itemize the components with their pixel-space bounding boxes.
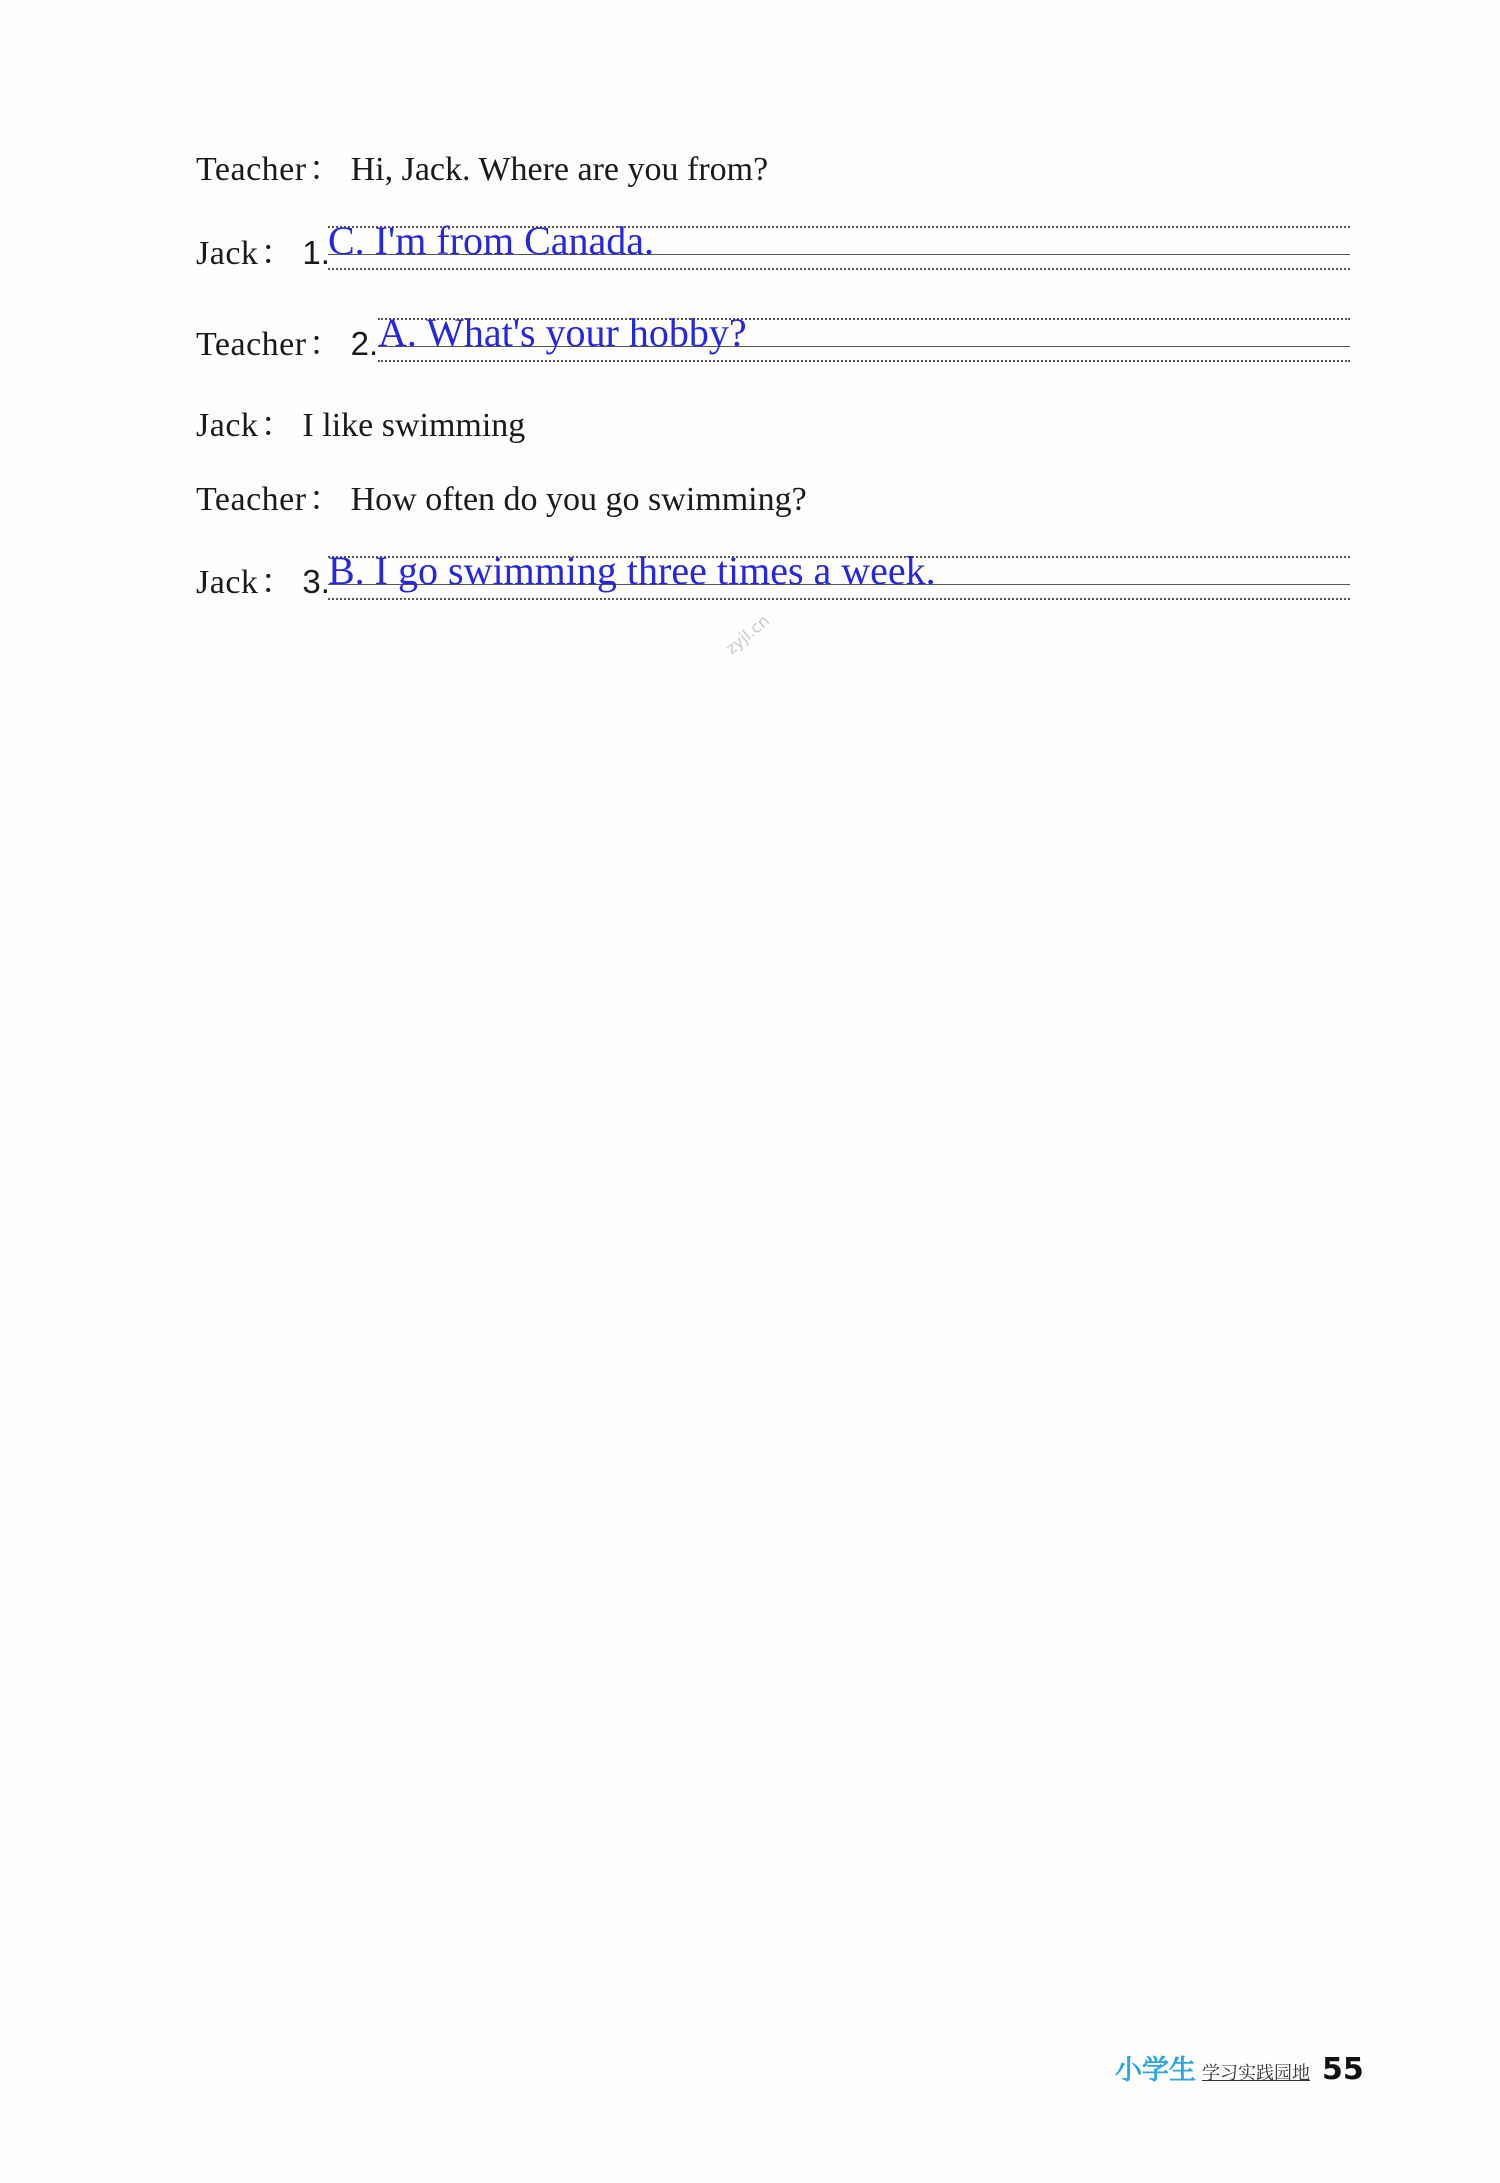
speaker-label: Jack [196,235,259,272]
page-number: 55 [1322,2052,1364,2087]
line-text: How often do you go swimming? [350,481,807,518]
colon: ： [260,407,295,444]
dialogue-line-6 [196,562,340,603]
question-number: 3. [302,563,330,600]
speaker-label: Teacher [196,326,307,363]
watermark: zyjl.cn [721,610,773,659]
answer-field-1[interactable] [328,220,1350,270]
colon: ： [308,481,343,518]
dialogue-line-4 [196,406,525,446]
dialogue-line-3 [196,324,388,365]
guide-line [328,268,1350,270]
guide-line [328,598,1350,600]
brand-logo: 小学生 [1115,2055,1196,2086]
colon: ： [260,564,295,601]
guide-line [378,360,1350,362]
speaker-label: Jack [196,564,259,601]
speaker-label: Teacher [196,481,307,518]
answer-field-2[interactable] [378,312,1350,362]
question-number: 1. [302,234,330,271]
colon: ： [260,235,295,272]
colon: ： [308,326,343,363]
page-footer [1115,2048,1364,2087]
dialogue-line-1 [196,150,768,190]
dialogue-line-5 [196,480,807,520]
dialogue-line-2 [196,233,340,274]
line-text: Hi, Jack. Where are you from? [350,151,769,188]
speaker-label: Teacher [196,151,307,188]
answer-text: C. I'm from Canada. [328,218,655,263]
line-text: I like swimming [302,407,526,444]
colon: ： [308,151,343,188]
brand-subtitle: 学习实践园地 [1202,2063,1310,2084]
answer-field-3[interactable] [328,550,1350,600]
question-number: 2. [350,325,379,362]
answer-text: A. What's your hobby? [378,310,747,355]
answer-text: B. I go swimming three times a week. [328,548,936,593]
speaker-label: Jack [196,407,259,444]
